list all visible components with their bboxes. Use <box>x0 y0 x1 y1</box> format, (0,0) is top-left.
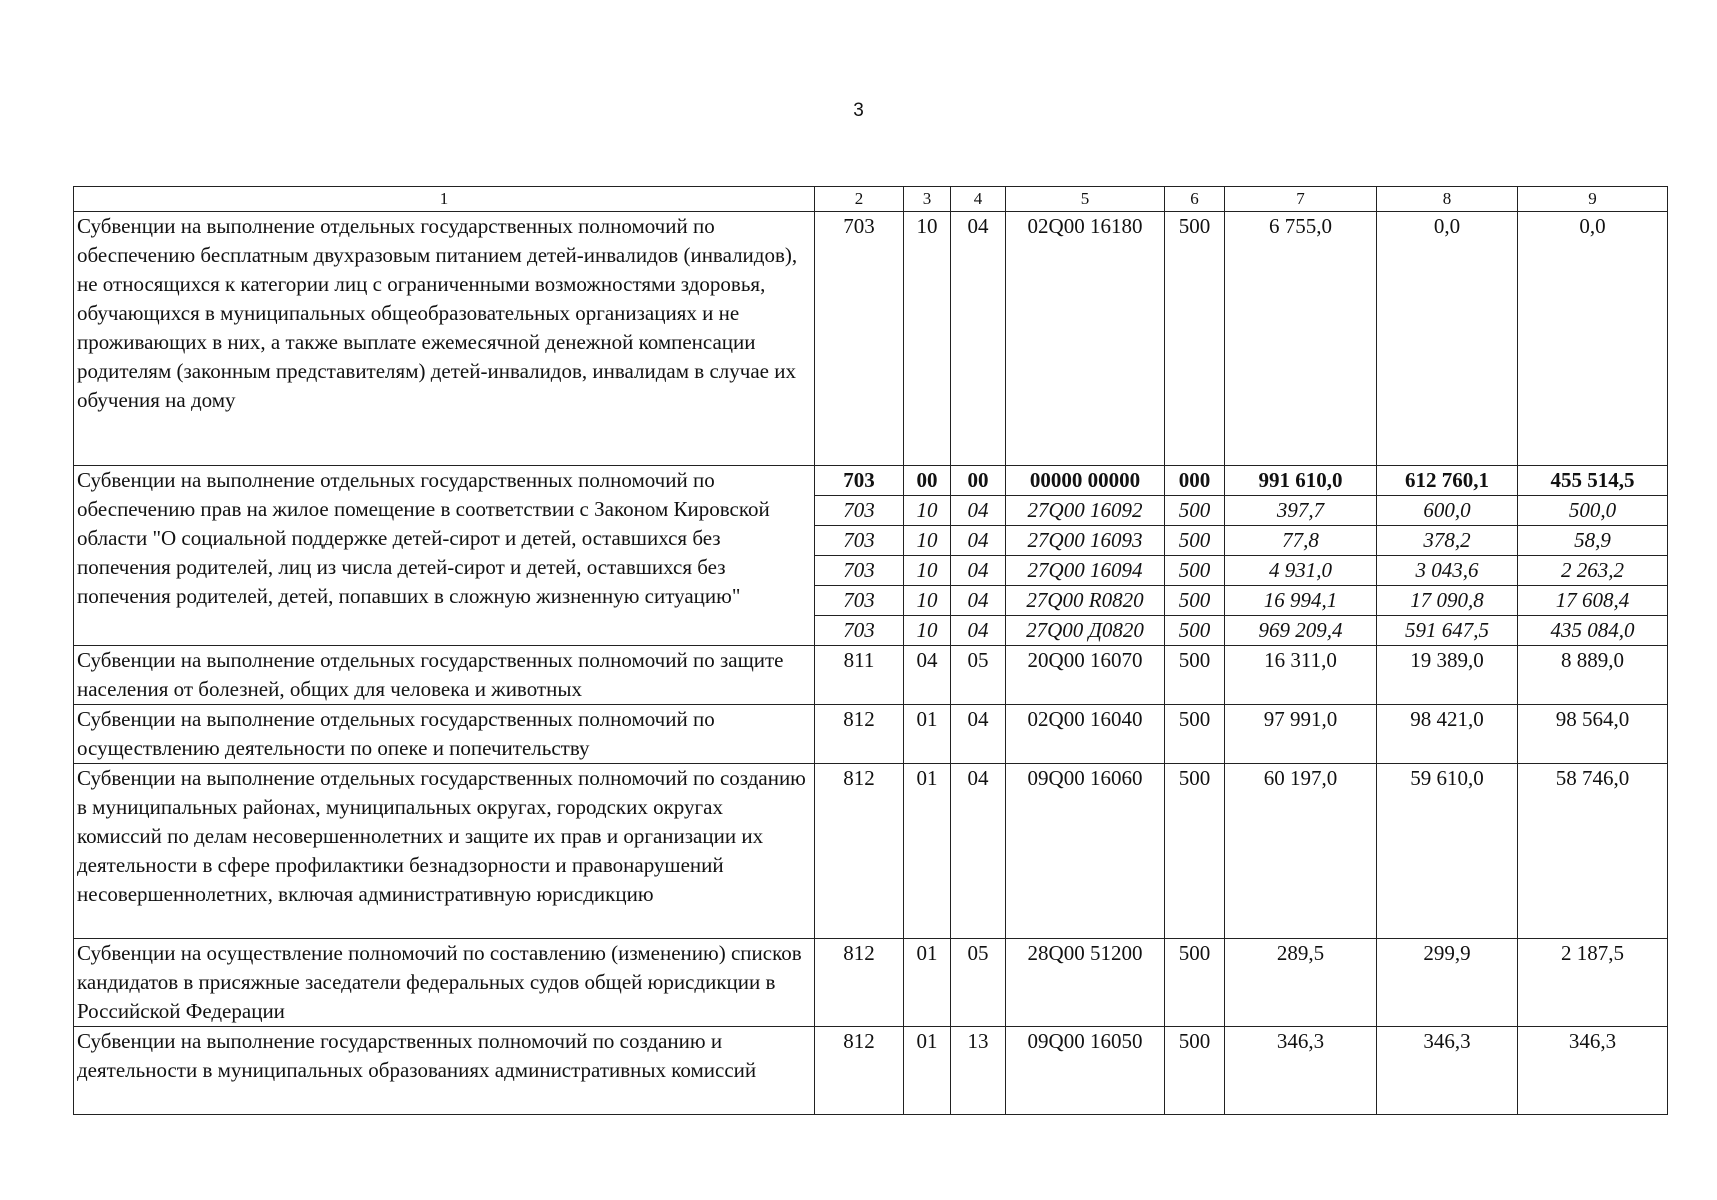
table-cell: 591 647,5 <box>1377 616 1518 646</box>
table-cell: 01 <box>904 764 951 939</box>
table-cell: 04 <box>951 705 1006 764</box>
table-cell: 500 <box>1165 705 1225 764</box>
row-description: Субвенции на выполнение отдельных государственных полномочий по защите населения от болезней, общих для человека и животных <box>74 646 815 705</box>
table-cell: 27Q00 Д0820 <box>1006 616 1165 646</box>
table-cell: 00000 00000 <box>1006 466 1165 496</box>
table-cell: 09Q00 16060 <box>1006 764 1165 939</box>
table-cell: 500 <box>1165 556 1225 586</box>
table-cell: 500,0 <box>1518 496 1668 526</box>
row-description: Субвенции на выполнение отдельных государственных полномочий по осуществлению деятельности по опеке и попечительству <box>74 705 815 764</box>
table-cell: 435 084,0 <box>1518 616 1668 646</box>
table-cell: 27Q00 R0820 <box>1006 586 1165 616</box>
table-cell: 500 <box>1165 496 1225 526</box>
table-cell: 10 <box>904 556 951 586</box>
row-description: Субвенции на выполнение отдельных государственных полномочий по обеспечению прав на жилое помещение в соответствии с Законом Кировской области "О социальной поддержке детей-сирот и детей, оставшихся без попечения родителей, лиц из числа детей-сирот и детей, оставшихся без попечения родителей, детей, попавших в сложную жизненную ситуацию" <box>74 466 815 646</box>
table-cell: 455 514,5 <box>1518 466 1668 496</box>
table-cell: 6 755,0 <box>1225 212 1377 466</box>
table-cell: 04 <box>951 616 1006 646</box>
table-cell: 10 <box>904 526 951 556</box>
table-cell: 500 <box>1165 616 1225 646</box>
table-cell: 811 <box>815 646 904 705</box>
table-cell: 3 043,6 <box>1377 556 1518 586</box>
table-cell: 703 <box>815 212 904 466</box>
table-cell: 500 <box>1165 212 1225 466</box>
column-header: 6 <box>1165 187 1225 212</box>
table-cell: 19 389,0 <box>1377 646 1518 705</box>
table-cell: 969 209,4 <box>1225 616 1377 646</box>
column-header: 4 <box>951 187 1006 212</box>
table-cell: 04 <box>951 526 1006 556</box>
table-cell: 59 610,0 <box>1377 764 1518 939</box>
table-cell: 20Q00 16070 <box>1006 646 1165 705</box>
table-cell: 4 931,0 <box>1225 556 1377 586</box>
table-cell: 812 <box>815 764 904 939</box>
table-cell: 0,0 <box>1377 212 1518 466</box>
table-cell: 04 <box>951 212 1006 466</box>
table-cell: 09Q00 16050 <box>1006 1027 1165 1115</box>
table-cell: 17 090,8 <box>1377 586 1518 616</box>
column-header: 3 <box>904 187 951 212</box>
table-cell: 10 <box>904 616 951 646</box>
table-cell: 01 <box>904 939 951 1027</box>
table-cell: 04 <box>951 586 1006 616</box>
table-cell: 703 <box>815 556 904 586</box>
table-cell: 2 263,2 <box>1518 556 1668 586</box>
table-cell: 500 <box>1165 764 1225 939</box>
table-cell: 58 746,0 <box>1518 764 1668 939</box>
column-header: 7 <box>1225 187 1377 212</box>
column-header: 9 <box>1518 187 1668 212</box>
table-cell: 703 <box>815 616 904 646</box>
table-cell: 13 <box>951 1027 1006 1115</box>
table-cell: 04 <box>951 764 1006 939</box>
table-row <box>74 1027 1668 1115</box>
table-header-row <box>74 187 1668 212</box>
table-cell: 27Q00 16092 <box>1006 496 1165 526</box>
table-row <box>74 705 1668 764</box>
table-cell: 27Q00 16094 <box>1006 556 1165 586</box>
table-cell: 00 <box>951 466 1006 496</box>
table-cell: 600,0 <box>1377 496 1518 526</box>
table-cell: 703 <box>815 496 904 526</box>
table-cell: 289,5 <box>1225 939 1377 1027</box>
table-cell: 346,3 <box>1518 1027 1668 1115</box>
row-description: Субвенции на выполнение отдельных государственных полномочий по созданию в муниципальных районах, муниципальных округах, городских округах комиссий по делам несовершеннолетних и защите их прав и организации их деятельности в сфере профилактики безнадзорности и правонарушений несовершеннолетних, включая административную юрисдикцию <box>74 764 815 939</box>
table-cell: 58,9 <box>1518 526 1668 556</box>
table-cell: 500 <box>1165 939 1225 1027</box>
table-cell: 02Q00 16180 <box>1006 212 1165 466</box>
table-cell: 703 <box>815 466 904 496</box>
table-cell: 17 608,4 <box>1518 586 1668 616</box>
row-description: Субвенции на осуществление полномочий по составлению (изменению) списков кандидатов в присяжные заседатели федеральных судов общей юрисдикции в Российской Федерации <box>74 939 815 1027</box>
table-cell: 27Q00 16093 <box>1006 526 1165 556</box>
table-cell: 10 <box>904 586 951 616</box>
table-cell: 60 197,0 <box>1225 764 1377 939</box>
table-cell: 77,8 <box>1225 526 1377 556</box>
table-cell: 0,0 <box>1518 212 1668 466</box>
table-cell: 500 <box>1165 586 1225 616</box>
table-cell: 04 <box>951 556 1006 586</box>
table-cell: 500 <box>1165 1027 1225 1115</box>
table-row <box>74 764 1668 939</box>
table-cell: 98 564,0 <box>1518 705 1668 764</box>
table-cell: 28Q00 51200 <box>1006 939 1165 1027</box>
table-cell: 8 889,0 <box>1518 646 1668 705</box>
table-row <box>74 939 1668 1027</box>
page-number: 3 <box>853 100 864 121</box>
table-cell: 10 <box>904 212 951 466</box>
table-cell: 10 <box>904 496 951 526</box>
table-cell: 346,3 <box>1225 1027 1377 1115</box>
table-cell: 01 <box>904 1027 951 1115</box>
table-cell: 98 421,0 <box>1377 705 1518 764</box>
table-cell: 04 <box>904 646 951 705</box>
table-cell: 500 <box>1165 646 1225 705</box>
table-cell: 703 <box>815 526 904 556</box>
budget-table <box>73 186 1668 1115</box>
table-cell: 812 <box>815 705 904 764</box>
table-cell: 2 187,5 <box>1518 939 1668 1027</box>
column-header: 1 <box>74 187 815 212</box>
column-header: 8 <box>1377 187 1518 212</box>
table-cell: 397,7 <box>1225 496 1377 526</box>
table-cell: 000 <box>1165 466 1225 496</box>
table-cell: 991 610,0 <box>1225 466 1377 496</box>
table-cell: 612 760,1 <box>1377 466 1518 496</box>
table-cell: 05 <box>951 939 1006 1027</box>
table-cell: 02Q00 16040 <box>1006 705 1165 764</box>
table-cell: 97 991,0 <box>1225 705 1377 764</box>
table-cell: 04 <box>951 496 1006 526</box>
table-cell: 812 <box>815 1027 904 1115</box>
table-cell: 01 <box>904 705 951 764</box>
row-description: Субвенции на выполнение отдельных государственных полномочий по обеспечению бесплатным двухразовым питанием детей-инвалидов (инвалидов), не относящихся к категории лиц с ограниченными возможностями здоровья, обучающихся в муниципальных общеобразовательных организациях и не проживающих в них, а также выплате ежемесячной денежной компенсации родителям (законным представителям) детей-инвалидов, инвалидам в случае их обучения на дому <box>74 212 815 466</box>
table-cell: 378,2 <box>1377 526 1518 556</box>
table-cell: 00 <box>904 466 951 496</box>
table-cell: 16 994,1 <box>1225 586 1377 616</box>
table-row <box>74 212 1668 466</box>
table-cell: 16 311,0 <box>1225 646 1377 705</box>
column-header: 5 <box>1006 187 1165 212</box>
table-cell: 346,3 <box>1377 1027 1518 1115</box>
table-row <box>74 646 1668 705</box>
column-header: 2 <box>815 187 904 212</box>
table-cell: 500 <box>1165 526 1225 556</box>
table-row <box>74 466 1668 496</box>
row-description: Субвенции на выполнение государственных полномочий по созданию и деятельности в муниципальных образованиях административных комиссий <box>74 1027 815 1115</box>
table-cell: 703 <box>815 586 904 616</box>
table-cell: 299,9 <box>1377 939 1518 1027</box>
table-cell: 812 <box>815 939 904 1027</box>
table-cell: 05 <box>951 646 1006 705</box>
